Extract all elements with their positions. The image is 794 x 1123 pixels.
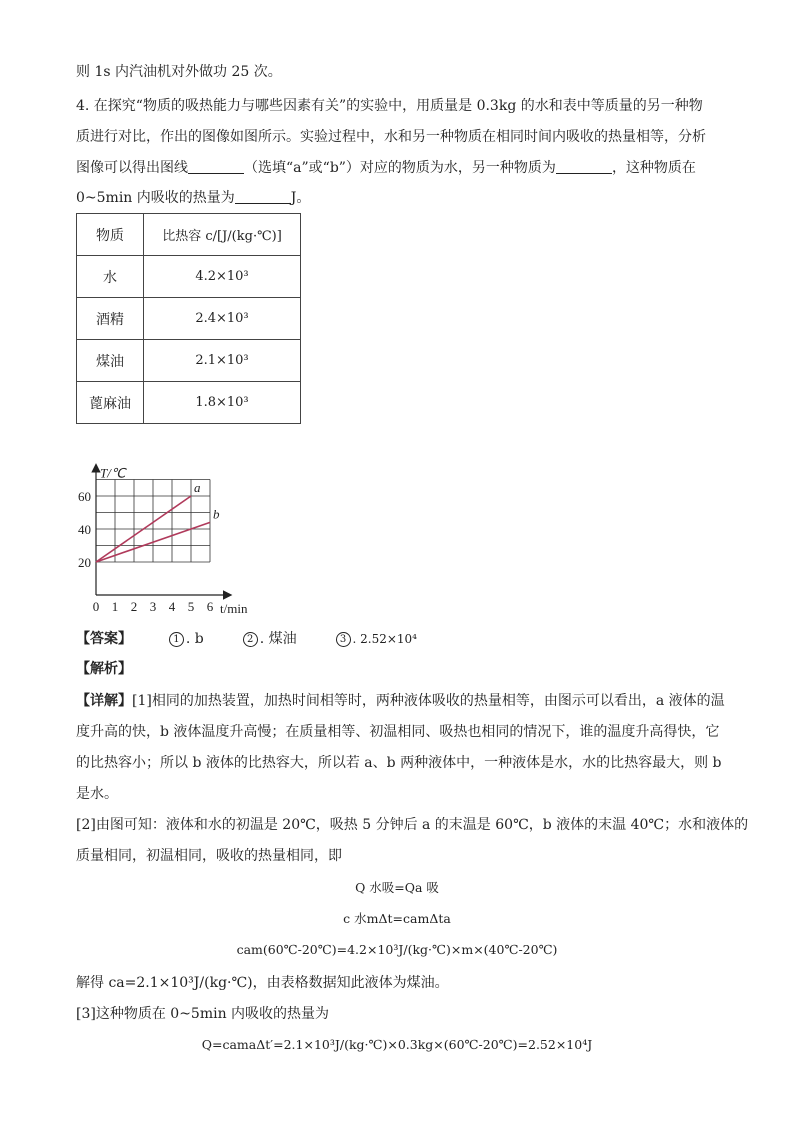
detail-label: 【详解】: [76, 693, 132, 709]
x-tick-label: 5: [187, 599, 195, 614]
y-tick-label: 60: [78, 489, 91, 504]
x-tick-label: 1: [111, 599, 119, 614]
answer-blank-1: [188, 159, 244, 174]
answer-blank-3: [235, 189, 291, 204]
equation-3: cam(60℃-20℃)=4.2×10³J/(kg·℃)×m×(40℃-20℃): [236, 942, 558, 957]
detail-line-1: [76, 691, 725, 711]
series-label-b: b: [213, 506, 220, 522]
detail-line-4: 是水。: [76, 786, 118, 802]
question-line-1: 4. 在探究“物质的吸热能力与哪些因素有关”的实验中，用质量是 0.3kg 的水和表中等质量的另一种物: [76, 98, 703, 114]
x-axis-label: t/min: [220, 601, 248, 616]
table-cell-value: 2.1×10³: [144, 340, 301, 382]
table-row: [77, 340, 301, 382]
detail-line-7: 解得 ca=2.1×10³J/(kg·℃)，由表格数据知此液体为煤油。: [76, 975, 449, 991]
question-line-4-part-b: J。: [290, 190, 311, 206]
series-label-a: a: [194, 480, 201, 495]
table-cell-value: 2.4×10³: [144, 298, 301, 340]
x-tick-label: 0: [92, 599, 100, 614]
table-row: [77, 298, 301, 340]
table-header-specific-heat: 比热容 c/[J/(kg·℃)]: [144, 214, 301, 256]
specific-heat-table: [76, 213, 301, 424]
table-cell-substance: 酒精: [77, 298, 144, 340]
equation-2: c 水mΔt=camΔta: [343, 911, 451, 926]
table-cell-substance: 蓖麻油: [77, 382, 144, 424]
x-tick-label: 2: [130, 599, 138, 614]
detail-line-3: 的比热容小；所以 b 液体的比热容大，所以若 a、b 两种液体中，一种液体是水，水的比热容最大，则 b: [76, 755, 722, 771]
detail-line-5: [2]由图可知：液体和水的初温是 20℃，吸热 5 分钟后 a 的末温是 60℃，b 液体的末温 40℃；水和液体的: [76, 817, 749, 833]
answer-item-3: . 2.52×10⁴: [352, 632, 417, 646]
answer-item-2: . 煤油: [259, 631, 297, 647]
answer-line: [76, 629, 417, 649]
answer-item-1: . b: [185, 631, 204, 647]
table-cell-substance: 水: [77, 256, 144, 298]
equation-1: Q 水吸=Qa 吸: [355, 880, 439, 895]
equation-4: Q=camaΔt′=2.1×10³J/(kg·℃)×0.3kg×(60℃-20℃)=2.52×10⁴J: [201, 1037, 593, 1052]
intro-line: 则 1s 内汽油机对外做功 25 次。: [76, 64, 282, 80]
answer-label: 【答案】: [76, 631, 132, 647]
table-row: [77, 256, 301, 298]
question-line-3: [76, 158, 696, 178]
y-tick-label: 40: [78, 522, 91, 537]
answer-number-1: 1: [169, 632, 184, 647]
answer-blank-2: [556, 159, 612, 174]
x-tick-label: 6: [206, 599, 214, 614]
analysis-label: 【解析】: [76, 661, 132, 677]
table-cell-value: 4.2×10³: [144, 256, 301, 298]
detail-line-2: 度升高的快，b 液体温度升高慢；在质量相等、初温相同、吸热也相同的情况下，谁的温度升高得快，它: [76, 724, 720, 740]
question-line-4-part-a: 0~5min 内吸收的热量为: [76, 190, 235, 206]
x-tick-label: 4: [168, 599, 176, 614]
table-cell-substance: 煤油: [77, 340, 144, 382]
table-header-substance: 物质: [77, 214, 144, 256]
table-cell-value: 1.8×10³: [144, 382, 301, 424]
x-tick-label: 3: [149, 599, 157, 614]
detail-line-6: 质量相同，初温相同，吸收的热量相同，即: [76, 848, 342, 864]
question-line-3-part-c: ，这种物质在: [611, 160, 696, 176]
y-axis-label: T/℃: [100, 465, 126, 481]
table-row: [77, 382, 301, 424]
y-tick-label: 20: [78, 555, 91, 570]
detail-line-1-text: [1]相同的加热装置，加热时间相等时，两种液体吸收的热量相等，由图示可以看出，a 液体的温: [132, 693, 725, 709]
question-line-3-part-b: （选填“a”或“b”）对应的物质为水，另一种物质为: [244, 160, 556, 176]
temperature-time-chart: [70, 462, 270, 620]
question-line-2: 质进行对比，作出的图像如图所示。实验过程中，水和另一种物质在相同时间内吸收的热量相等，分析: [76, 129, 706, 145]
detail-line-8: [3]这种物质在 0~5min 内吸收的热量为: [76, 1006, 330, 1022]
answer-number-2: 2: [243, 632, 258, 647]
question-line-3-part-a: 图像可以得出图线: [76, 160, 188, 176]
table-header-row: [77, 214, 301, 256]
question-line-4: [76, 188, 310, 208]
answer-number-3: 3: [336, 632, 351, 647]
